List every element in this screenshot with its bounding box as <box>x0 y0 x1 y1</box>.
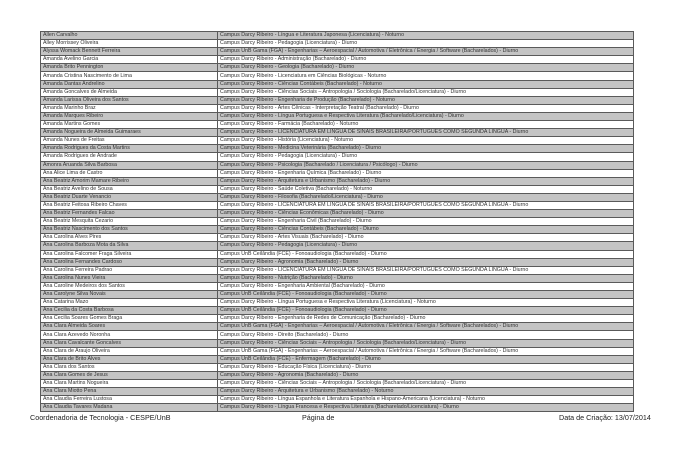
results-table-body <box>41 32 634 412</box>
course-cell: Campus Darcy Ribeiro - Língua Portuguesa e Respectiva Literatura (Bacharelado/Licenciatura) - Diurno <box>218 112 634 120</box>
course-cell: Campus Darcy Ribeiro - LICENCIATURA EM LÍNGUA DE SINAIS BRASILEIRA/PORTUGUÊS COMO SEGUNDA LÍNGUA - Diurno <box>218 266 634 274</box>
candidate-name-cell: Amanda Brito Pennington <box>41 64 218 72</box>
course-cell: Campus Darcy Ribeiro - Pedagogia (Licenciatura) - Diurno <box>218 40 634 48</box>
candidate-name-cell: Ana Caroline Medeiros dos Santos <box>41 282 218 290</box>
course-cell: Campus Darcy Ribeiro - Ciências Sociais – Antropologia / Sociologia (Bacharelado/Licenciatura) - Diurno <box>218 339 634 347</box>
course-cell: Campus Darcy Ribeiro - Filosofia (Bacharelado/Licenciatura) - Diurno <box>218 193 634 201</box>
course-cell: Campus Darcy Ribeiro - Ciências Econômicas (Bacharelado) - Diurno <box>218 210 634 218</box>
candidate-name-cell: Ana Clara Martins Nogueira <box>41 380 218 388</box>
candidate-name-cell: Ana Clara Cavalcante Goncalves <box>41 339 218 347</box>
candidate-name-cell: Ana Beatriz Duarte Venancio <box>41 193 218 201</box>
course-cell: Campus Darcy Ribeiro - Saúde Coletiva (Bacharelado) - Noturno <box>218 185 634 193</box>
table-row <box>41 193 634 201</box>
course-cell: Campus Darcy Ribeiro - LICENCIATURA EM LÍNGUA DE SINAIS BRASILEIRA/PORTUGUÊS COMO SEGUNDA LÍNGUA - Diurno <box>218 201 634 209</box>
candidate-name-cell: Ana Cecilia Soares Gomes Braga <box>41 315 218 323</box>
course-cell: Campus UnB Gama (FGA) - Engenharias – Aeroespacial / Automotiva / Eletrônica / Energia / Software (Bacharelados) - Diurno <box>218 48 634 56</box>
course-cell: Campus UnB Gama (FGA) - Engenharias – Aeroespacial / Automotiva / Eletrônica / Energia / Software (Bacharelados) - Diurno <box>218 347 634 355</box>
candidate-name-cell: Ana Clara Miotto Pena <box>41 388 218 396</box>
candidate-name-cell: Amanda Rodrigues da Costa Martins <box>41 145 218 153</box>
table-row <box>41 347 634 355</box>
candidate-name-cell: Ana Clara Almeida Soares <box>41 323 218 331</box>
table-row <box>41 112 634 120</box>
candidate-name-cell: Ana Beatriz Feitosa Ribeiro Chaves <box>41 201 218 209</box>
table-row <box>41 72 634 80</box>
candidate-name-cell: Ana Alice Lima de Castro <box>41 169 218 177</box>
candidate-name-cell: Amanda Avelino Garcia <box>41 56 218 64</box>
table-row <box>41 363 634 371</box>
candidate-name-cell: Ana Carolina Fernandes Cardoso <box>41 258 218 266</box>
candidate-name-cell: Ana Clara de Brito Alves <box>41 355 218 363</box>
course-cell: Campus UnB Ceilândia (FCE) - Enfermagem (Bacharelado) - Diurno <box>218 355 634 363</box>
candidate-name-cell: Amanda Cristina Nascimento de Lima <box>41 72 218 80</box>
table-row <box>41 218 634 226</box>
table-row <box>41 315 634 323</box>
course-cell: Campus Darcy Ribeiro - Engenharia Ambiental (Bacharelado) - Diurno <box>218 282 634 290</box>
candidate-name-cell: Ana Carolina Ferreira Padrao <box>41 266 218 274</box>
table-row <box>41 161 634 169</box>
candidate-name-cell: Amanda Marinho Braz <box>41 104 218 112</box>
table-row <box>41 404 634 412</box>
footer-created-date: Data de Criação: 13/07/2014 <box>559 413 651 422</box>
candidate-name-cell: Ana Clara Azevedo Noronha <box>41 331 218 339</box>
table-row <box>41 185 634 193</box>
footer-organization: Coordenadoria de Tecnologia - CESPE/UnB <box>30 413 171 422</box>
course-cell: Campus Darcy Ribeiro - Ciências Contábeis (Bacharelado) - Noturno <box>218 80 634 88</box>
course-cell: Campus Darcy Ribeiro - Artes Visuais (Bacharelado) - Diurno <box>218 234 634 242</box>
course-cell: Campus Darcy Ribeiro - Agronomia (Bacharelado) - Diurno <box>218 258 634 266</box>
table-row <box>41 307 634 315</box>
course-cell: Campus UnB Ceilândia (FCE) - Fonoaudiologia (Bacharelado) - Diurno <box>218 250 634 258</box>
candidate-name-cell: Alley Morrissey Oliveira <box>41 40 218 48</box>
course-cell: Campus Darcy Ribeiro - Agronomia (Bacharelado) - Diurno <box>218 371 634 379</box>
course-cell: Campus Darcy Ribeiro - Arquitetura e Urbanismo (Bacharelado) - Noturno <box>218 388 634 396</box>
course-cell: Campus Darcy Ribeiro - Farmácia (Bacharelado) - Noturno <box>218 121 634 129</box>
course-cell: Campus Darcy Ribeiro - Administração (Bacharelado) - Diurno <box>218 56 634 64</box>
results-table <box>40 31 634 412</box>
table-row <box>41 339 634 347</box>
course-cell: Campus Darcy Ribeiro - Língua Portuguesa e Respectiva Literatura (Licenciatura) - Noturno <box>218 299 634 307</box>
table-row <box>41 40 634 48</box>
candidate-name-cell: Ana Cecilia da Costa Barbosa <box>41 307 218 315</box>
candidate-name-cell: Amanda Rodrigues de Andrade <box>41 153 218 161</box>
candidate-name-cell: Ana Carolina Nunes Vieira <box>41 274 218 282</box>
course-cell: Campus Darcy Ribeiro - Direito (Bacharelado) - Diurno <box>218 331 634 339</box>
candidate-name-cell: Ana Beatriz Amorim Mamare Ribeiro <box>41 177 218 185</box>
table-row <box>41 323 634 331</box>
candidate-name-cell: Amanda Nunes de Freitas <box>41 137 218 145</box>
candidate-name-cell: Ana Claudia Ferreira Lustosa <box>41 396 218 404</box>
course-cell: Campus Darcy Ribeiro - Artes Cênicas - Interpretação Teatral (Bacharelado) - Diurno <box>218 104 634 112</box>
table-row <box>41 396 634 404</box>
candidate-name-cell: Amanda Marques Ribeiro <box>41 112 218 120</box>
table-row <box>41 355 634 363</box>
candidate-name-cell: Ana Beatriz Fernandes Falcao <box>41 210 218 218</box>
course-cell: Campus Darcy Ribeiro - Engenharia Química (Bacharelado) - Diurno <box>218 169 634 177</box>
table-row <box>41 380 634 388</box>
candidate-name-cell: Ana Catarina Mazo <box>41 299 218 307</box>
candidate-name-cell: Ana Carolina Barboza Mota da Silva <box>41 242 218 250</box>
candidate-name-cell: Ana Beatriz Avelino de Sousa <box>41 185 218 193</box>
table-row <box>41 388 634 396</box>
candidate-name-cell: Ana Carolyne Silva Novais <box>41 291 218 299</box>
candidate-name-cell: Ana Carolina Alves Pires <box>41 234 218 242</box>
candidate-name-cell: Ana Carolina Falcomer Fraga Silveira <box>41 250 218 258</box>
course-cell: Campus Darcy Ribeiro - Ciências Sociais – Antropologia / Sociologia (Bacharelado/Licenciatura) - Diurno <box>218 88 634 96</box>
course-cell: Campus Darcy Ribeiro - Pedagogia (Licenciatura) - Diurno <box>218 242 634 250</box>
course-cell: Campus Darcy Ribeiro - Língua e Literatura Japonesa (Licenciatura) - Noturno <box>218 32 634 40</box>
course-cell: Campus Darcy Ribeiro - Engenharia de Produção (Bacharelado) - Noturno <box>218 96 634 104</box>
course-cell: Campus Darcy Ribeiro - Arquitetura e Urbanismo (Bacharelado) - Diurno <box>218 177 634 185</box>
course-cell: Campus UnB Ceilândia (FCE) - Fonoaudiologia (Bacharelado) - Diurno <box>218 307 634 315</box>
course-cell: Campus Darcy Ribeiro - História (Licenciatura) - Noturno <box>218 137 634 145</box>
course-cell: Campus UnB Gama (FGA) - Engenharias – Aeroespacial / Automotiva / Eletrônica / Energia / Software (Bacharelados) - Diurno <box>218 323 634 331</box>
table-row <box>41 80 634 88</box>
table-row <box>41 96 634 104</box>
table-row <box>41 64 634 72</box>
candidate-name-cell: Amanda Martins Gomes <box>41 121 218 129</box>
course-cell: Campus UnB Ceilândia (FCE) - Fonoaudiologia (Bacharelado) - Diurno <box>218 291 634 299</box>
table-row <box>41 129 634 137</box>
candidate-name-cell: Ana Clara dos Santos <box>41 363 218 371</box>
candidate-name-cell: Ana Beatriz Mesquita Cezario <box>41 218 218 226</box>
course-cell: Campus Darcy Ribeiro - Pedagogia (Licenciatura) - Diurno <box>218 153 634 161</box>
table-row <box>41 210 634 218</box>
course-cell: Campus Darcy Ribeiro - Engenharia de Redes de Comunicação (Bacharelado) - Diurno <box>218 315 634 323</box>
table-row <box>41 242 634 250</box>
course-cell: Campus Darcy Ribeiro - Ciências Sociais – Antropologia / Sociologia (Bacharelado/Licenciatura) - Diurno <box>218 380 634 388</box>
candidate-name-cell: Amanda Larissa Oliveira dos Santos <box>41 96 218 104</box>
footer-page: Página de <box>302 413 335 422</box>
table-row <box>41 56 634 64</box>
course-cell: Campus Darcy Ribeiro - Psicologia (Bacharelado / Licenciatura / Psicólogo) - Diurno <box>218 161 634 169</box>
table-row <box>41 299 634 307</box>
table-row <box>41 274 634 282</box>
table-row <box>41 201 634 209</box>
candidate-name-cell: Ana Clara Gomes de Jesus <box>41 371 218 379</box>
table-row <box>41 331 634 339</box>
table-row <box>41 250 634 258</box>
table-row <box>41 137 634 145</box>
table-row <box>41 121 634 129</box>
course-cell: Campus Darcy Ribeiro - Educação Física (Licenciatura) - Diurno <box>218 363 634 371</box>
candidate-name-cell: Ana Clara de Araujo Oliveira <box>41 347 218 355</box>
table-row <box>41 48 634 56</box>
course-cell: Campus Darcy Ribeiro - Licenciatura em Ciências Biológicas - Noturno <box>218 72 634 80</box>
table-row <box>41 32 634 40</box>
course-cell: Campus Darcy Ribeiro - Medicina Veterinária (Bacharelado) - Diurno <box>218 145 634 153</box>
candidate-name-cell: Ana Claudia Tavares Madana <box>41 404 218 412</box>
candidate-name-cell: Ana Beatriz Nascimento dos Santos <box>41 226 218 234</box>
table-row <box>41 371 634 379</box>
table-row <box>41 88 634 96</box>
candidate-name-cell: Amonra Aruanda Silva Barbosa <box>41 161 218 169</box>
table-row <box>41 291 634 299</box>
candidate-name-cell: Amanda Dantas Andrelino <box>41 80 218 88</box>
course-cell: Campus Darcy Ribeiro - Nutrição (Bacharelado) - Diurno <box>218 274 634 282</box>
candidate-name-cell: Allen Carvalho <box>41 32 218 40</box>
table-row <box>41 226 634 234</box>
course-cell: Campus Darcy Ribeiro - Engenharia Civil (Bacharelado) - Diurno <box>218 218 634 226</box>
candidate-name-cell: Amanda Goncalves de Almeida <box>41 88 218 96</box>
table-row <box>41 234 634 242</box>
course-cell: Campus Darcy Ribeiro - LICENCIATURA EM LÍNGUA DE SINAIS BRASILEIRA/PORTUGUÊS COMO SEGUNDA LÍNGUA - Diurno <box>218 129 634 137</box>
table-row <box>41 282 634 290</box>
table-row <box>41 258 634 266</box>
table-row <box>41 169 634 177</box>
course-cell: Campus Darcy Ribeiro - Geologia (Bacharelado) - Diurno <box>218 64 634 72</box>
candidate-name-cell: Amanda Nogueira de Almeida Guimaraes <box>41 129 218 137</box>
table-row <box>41 153 634 161</box>
candidate-name-cell: Alyssa Womack Bennett Ferreira <box>41 48 218 56</box>
course-cell: Campus Darcy Ribeiro - Ciências Contábeis (Bacharelado) - Diurno <box>218 226 634 234</box>
table-row <box>41 145 634 153</box>
course-cell: Campus Darcy Ribeiro - Língua Espanhola e Literatura Espanhola e Hispano-Americana (Licenciatura) - Noturno <box>218 396 634 404</box>
course-cell: Campus Darcy Ribeiro - Língua Francesa e Respectiva Literatura (Bacharelado/Licenciatura) - Diurno <box>218 404 634 412</box>
table-row <box>41 177 634 185</box>
table-row <box>41 266 634 274</box>
table-row <box>41 104 634 112</box>
